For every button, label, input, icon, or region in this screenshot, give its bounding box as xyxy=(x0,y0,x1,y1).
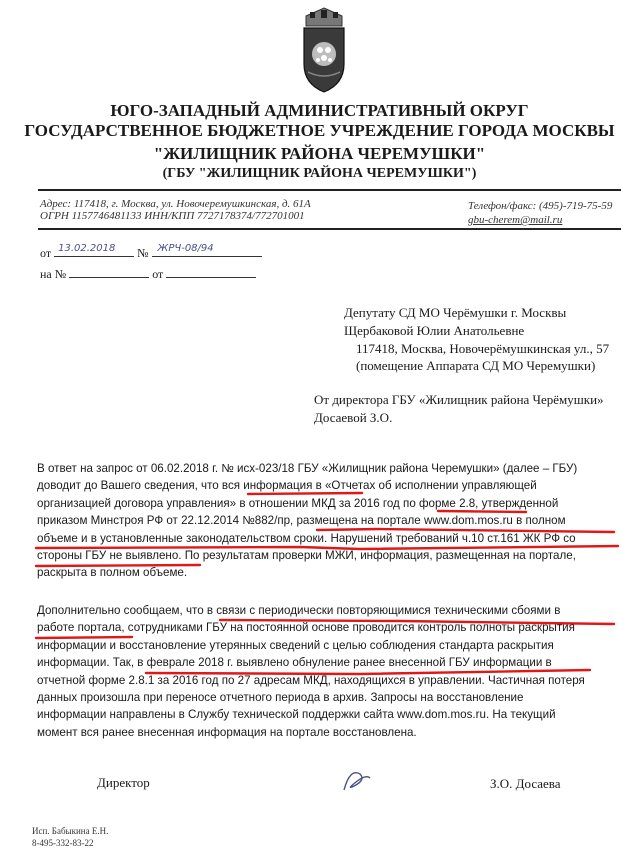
header-institution: ГОСУДАРСТВЕННОЕ БЮДЖЕТНОЕ УЧРЕЖДЕНИЕ ГОРОДА МОСКВЫ xyxy=(24,121,615,140)
paragraph-1-line: объеме и в установленные законодательством сроки. Нарушений требований ч.10 ст.161 ЖК РФ со xyxy=(37,531,576,545)
paragraph-1-line: стороны ГБУ не выявлено. По результатам проверки МЖИ, информация, размещенная на портале, xyxy=(37,549,576,563)
org-email: gbu-cherem@mail.ru xyxy=(468,214,563,226)
executor-name: Исп. Бабыкина Е.Н. xyxy=(32,826,109,836)
underline-mark xyxy=(146,670,590,674)
sender-line-1: От директора ГБУ «Жилищник района Черёмушки» xyxy=(314,392,604,407)
paragraph-2-line: информации и восстановление утерянных сведений с целью соблюдения стандарта раскрытия xyxy=(37,638,554,652)
paragraph-1-line: организацией договора управления» в отношении МКД за 2016 год по форме 2.8, утвержденной xyxy=(37,496,559,510)
reply-from-label: от xyxy=(152,267,164,281)
paragraph-2-line: Дополнительно сообщаем, что в связи с периодически повторяющимися техническими сбоями в xyxy=(37,604,561,617)
header-district: ЮГО-ЗАПАДНЫЙ АДМИНИСТРАТИВНЫЙ ОКРУГ xyxy=(110,101,529,120)
underline-mark xyxy=(36,637,132,638)
paragraph-1-line: В ответ на запрос от 06.02.2018 г. № исх-023/18 ГБУ «Жилищник района Черемушки» (далее – ГБУ) xyxy=(37,462,578,475)
registration-number-label: № xyxy=(137,246,149,260)
underline-mark xyxy=(220,620,614,624)
paragraph-2-line: информации. Так, в феврале 2018 г. выявлено обнуление ранее внесенной ГБУ информации в xyxy=(37,656,552,670)
signature-name: З.О. Досаева xyxy=(490,776,561,791)
underline-mark xyxy=(438,511,526,512)
signature-position: Директор xyxy=(97,775,150,790)
paragraph-1-line: доводит до Вашего сведения, что вся информация в «Отчетах об исполнении управляющей xyxy=(37,479,537,493)
addressee-line-1: Депутату СД МО Черёмушки г. Москвы xyxy=(344,305,567,320)
underline-mark xyxy=(317,529,614,532)
underline-mark xyxy=(36,565,200,566)
header-organization-name: "ЖИЛИЩНИК РАЙОНА ЧЕРЕМУШКИ" xyxy=(153,144,486,163)
paragraph-1-line: раскрыта в полном объеме. xyxy=(37,566,188,580)
sender-line-2: Досаевой З.О. xyxy=(314,410,393,425)
reply-number-label: на № xyxy=(40,267,67,281)
registration-date-handwritten: 13.02.2018 xyxy=(58,243,116,254)
addressee-line-3: 117418, Москва, Новочерёмушкинская ул., 57 xyxy=(356,341,610,356)
org-phone: Телефон/факс: (495)-719-75-59 xyxy=(468,200,613,212)
underline-mark xyxy=(36,546,618,549)
paragraph-1-line: приказом Минстроя РФ от 22.12.2014 №882/пр, размещена на портале www.dom.mos.ru в полном xyxy=(37,514,566,528)
registration-from-label: от xyxy=(40,246,52,260)
addressee-line-2: Щербаковой Юлии Анатольевне xyxy=(344,323,525,338)
header-organization-short: (ГБУ "ЖИЛИЩНИК РАЙОНА ЧЕРЕМУШКИ") xyxy=(162,166,477,181)
paragraph-2-line: отчетной форме 2.8.1 за 2016 год по 27 адресам МКД, находящихся в управлении. Частичная потеря xyxy=(37,673,585,687)
paragraph-2-line: момент вся ранее внесенная информация на портале восстановлена. xyxy=(37,725,417,739)
paragraph-2-line: информации направлены в Службу технической поддержки сайта www.dom.mos.ru. На текущий xyxy=(37,708,556,722)
underline-mark xyxy=(248,493,362,494)
executor-phone: 8-495-332-83-22 xyxy=(32,838,94,848)
paragraph-2-line: работе портала, сотрудниками ГБУ на постоянной основе проводится контроль полноты раскрытия xyxy=(37,621,575,635)
addressee-line-4: (помещение Аппарата СД МО Черемушки) xyxy=(356,358,596,373)
org-address: Адрес: 117418, г. Москва, ул. Новочеремушкинская, д. 61А xyxy=(40,198,311,210)
registration-number-handwritten: ЖРЧ-08/94 xyxy=(157,243,214,254)
org-ogrn-inn: ОГРН 1157746481133 ИНН/КПП 7727178374/772701001 xyxy=(40,210,305,222)
paragraph-2-line: данных произошла при переносе отчетного периода в архив. Запросы на восстановление xyxy=(37,691,524,705)
signature-scribble xyxy=(336,760,376,800)
